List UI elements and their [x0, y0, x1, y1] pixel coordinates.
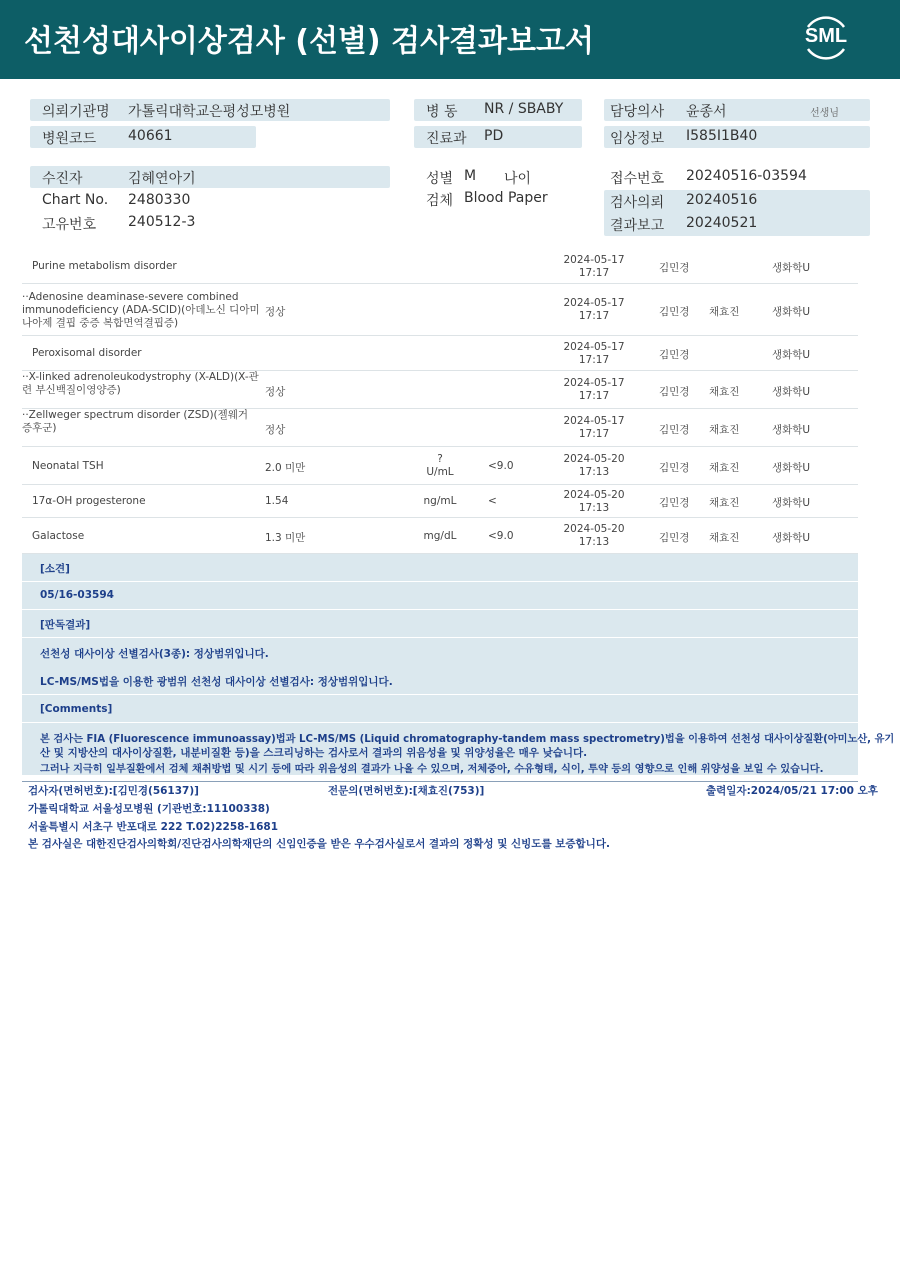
age-label: 나이: [504, 171, 532, 187]
footer-org: 가톨릭대학교 서울성모병원 (기관번호:11100338): [28, 803, 270, 815]
request-value: 20240516: [686, 192, 758, 208]
reviewer-cell: 채효진: [709, 532, 740, 544]
reference-cell: <9.0: [488, 530, 514, 542]
datetime-cell: [562, 523, 626, 549]
time-text: 17:17: [578, 390, 610, 402]
reading-line-2: LC-MS/MS법을 이용한 광범위 선천성 대사이상 선별검사: 정상범위입니다.: [40, 676, 393, 688]
department-cell: 생화학U: [772, 349, 811, 361]
test-name-cell: 17α-OH progesterone: [32, 495, 146, 507]
table-row: [22, 485, 858, 518]
chart-value: 2480330: [128, 192, 191, 208]
time-text: 17:13: [578, 466, 610, 478]
findings-label: [소견]: [40, 563, 70, 575]
report-header: [0, 0, 900, 79]
reading-line-1: 선천성 대사이상 선별검사(3종): 정상범위입니다.: [40, 648, 269, 660]
clinical-value: I585I1B40: [686, 128, 758, 144]
result-cell: 정상: [265, 386, 286, 398]
ward-label: 병 동: [426, 104, 458, 120]
report-title: 선천성대사이상검사 (선별) 검사결과보고서: [24, 24, 594, 59]
report-value: 20240521: [686, 215, 758, 231]
reviewer-cell: 채효진: [709, 386, 740, 398]
comment-line-1: 본 검사는 FIA (Fluorescence immunoassay)법과 LC-MS/MS (Liquid chromatography-tandem mass spectrometry)법을 이용하여 선천성 대사이상질환(아미노산, 유기: [40, 734, 895, 745]
time-text: 17:17: [578, 354, 610, 366]
ward-field: [414, 99, 582, 121]
reviewer-cell: 채효진: [709, 497, 740, 509]
table-row: [22, 447, 858, 485]
hospital-code-value: 40661: [128, 128, 173, 144]
department-cell: 생화학U: [772, 306, 811, 318]
findings-text: 05/16-03594: [40, 589, 114, 601]
footer-cert: 본 검사실은 대한진단검사의학회/진단검사의학재단의 신임인증을 받은 우수검사실로서 결과의 정확성 및 신빙도를 보증합니다.: [28, 838, 610, 850]
tester-cell: 김민경: [659, 424, 690, 436]
test-name-cell: ··X-linked adrenoleukodystrophy (X-ALD)(X-관련 부신백질이영양증): [22, 371, 259, 396]
department-cell: 생화학U: [772, 262, 811, 274]
doctor-value: 윤종서: [686, 104, 727, 120]
result-cell: 정상: [265, 424, 286, 436]
doctor-suffix: 선생님: [810, 108, 839, 119]
sml-logo: [800, 12, 852, 64]
time-text: 17:13: [578, 536, 610, 548]
report-label: 결과보고: [610, 218, 665, 234]
dept-value: PD: [484, 128, 504, 144]
hospital-code-field: [30, 126, 256, 148]
patient-name-field: [30, 166, 390, 188]
clinical-field: [604, 126, 870, 148]
date-text: 2024-05-20: [563, 523, 625, 535]
doctor-field: [604, 99, 870, 121]
comment-line-2: 산 및 지방산의 대사이상질환, 내분비질환 등)을 스크리닝하는 검사로서 결과의 위음성율 및 위양성율은 매우 낮습니다.: [40, 747, 588, 759]
time-text: 17:17: [578, 310, 610, 322]
tester-cell: 김민경: [659, 262, 690, 274]
tester-cell: 김민경: [659, 386, 690, 398]
department-cell: 생화학U: [772, 386, 811, 398]
request-report-field: [604, 190, 870, 236]
time-text: 17:17: [578, 428, 610, 440]
reviewer-cell: 채효진: [709, 306, 740, 318]
unit-cell: mg/dL: [423, 530, 457, 542]
findings-row: [22, 582, 858, 610]
comments-label: [Comments]: [40, 703, 113, 715]
date-text: 2024-05-20: [563, 489, 625, 501]
tester-cell: 김민경: [659, 349, 690, 361]
reference-cell: <: [488, 495, 497, 507]
comments-label-row: [22, 695, 858, 723]
time-text: 17:17: [578, 267, 610, 279]
department-cell: 생화학U: [772, 462, 811, 474]
tester-cell: 김민경: [659, 532, 690, 544]
receipt-field: [604, 166, 870, 188]
sex-label: 성별: [426, 171, 454, 187]
date-text: 2024-05-17: [563, 415, 625, 427]
specimen-value: Blood Paper: [464, 190, 548, 206]
footer-specialist: 전문의(면허번호):[채효진(753)]: [328, 785, 485, 797]
logo-text: SML: [804, 25, 848, 47]
comments-block: [22, 723, 895, 775]
date-text: 2024-05-17: [563, 254, 625, 266]
datetime-cell: [562, 489, 626, 515]
result-cell: 2.0 미만: [265, 462, 306, 474]
receipt-value: 20240516-03594: [686, 168, 807, 184]
patient-name-value: 김혜연아기: [128, 171, 196, 187]
date-text: 2024-05-20: [563, 453, 625, 465]
specimen-field: [414, 188, 582, 210]
result-cell: 정상: [265, 306, 286, 318]
datetime-cell: [562, 415, 626, 441]
institution-field: [30, 99, 390, 121]
reading-row: [22, 638, 858, 695]
datetime-cell: [562, 297, 626, 323]
ward-value: NR / SBABY: [484, 101, 564, 117]
department-cell: 생화학U: [772, 424, 811, 436]
test-name-cell: Galactose: [32, 530, 85, 542]
patient-name-label: 수진자: [42, 171, 83, 187]
findings-label-row: [22, 554, 858, 582]
test-name-cell: ··Zellweger spectrum disorder (ZSD)(젤웨거 증후군): [22, 409, 249, 434]
doctor-label: 담당의사: [610, 104, 665, 120]
reference-cell: <9.0: [488, 460, 514, 472]
datetime-cell: [562, 377, 626, 403]
comment-line-3: 그러나 지극히 일부질환에서 검체 채취방법 및 시기 등에 따라 위음성의 결과가 나올 수 있으며, 저체중아, 수유형태, 식이, 투약 등의 영향으로 인해 위양성을 보일 수 있습니다.: [40, 764, 824, 775]
reviewer-cell: 채효진: [709, 462, 740, 474]
date-text: 2024-05-17: [563, 341, 625, 353]
tester-cell: 김민경: [659, 306, 690, 318]
datetime-cell: [562, 254, 626, 280]
dept-field: [414, 126, 582, 148]
table-row: [22, 336, 858, 371]
tester-cell: 김민경: [659, 497, 690, 509]
clinical-label: 임상정보: [610, 131, 665, 147]
receipt-label: 접수번호: [610, 171, 665, 187]
unique-field: [30, 212, 256, 234]
footer-separator: [22, 781, 858, 782]
table-row: [22, 371, 858, 409]
footer-tester: 검사자(면허번호):[김민경(56137)]: [28, 785, 199, 797]
table-row: [22, 409, 858, 447]
unique-value: 240512-3: [128, 214, 196, 230]
result-cell: 1.3 미만: [265, 532, 306, 544]
table-row: [22, 249, 858, 284]
table-row: [22, 518, 858, 554]
request-label: 검사의뢰: [610, 195, 665, 211]
test-name-cell: ··Adenosine deaminase-severe combined immunodeficiency (ADA-SCID)(아데노신 디아미나아제 결핍 중증 복합면역결핍증): [22, 291, 260, 329]
reading-label-row: [22, 610, 858, 638]
specimen-label: 검체: [426, 193, 454, 209]
sex-value: M: [464, 168, 477, 184]
footer-address: 서울특별시 서초구 반포대로 222 T.02)2258-1681: [28, 821, 279, 833]
chart-field: [30, 190, 256, 212]
hospital-code-label: 병원코드: [42, 131, 97, 147]
test-name-cell: Neonatal TSH: [32, 460, 104, 472]
test-name-cell: Peroxisomal disorder: [32, 347, 142, 359]
institution-label: 의뢰기관명: [42, 104, 110, 120]
institution-value: 가톨릭대학교은평성모병원: [128, 104, 291, 120]
datetime-cell: [562, 453, 626, 479]
datetime-cell: [562, 341, 626, 367]
date-text: 2024-05-17: [563, 297, 625, 309]
time-text: 17:13: [578, 502, 610, 514]
unit-cell: ng/mL: [423, 495, 457, 507]
date-text: 2024-05-17: [563, 377, 625, 389]
unique-label: 고유번호: [42, 217, 97, 233]
footer-printed: 출력일자:2024/05/21 17:00 오후: [706, 785, 878, 797]
dept-label: 진료과: [426, 131, 467, 147]
chart-label: Chart No.: [42, 192, 109, 208]
test-name-cell: Purine metabolism disorder: [32, 260, 177, 272]
reading-label: [판독결과]: [40, 619, 91, 631]
tester-cell: 김민경: [659, 462, 690, 474]
table-row: [22, 284, 858, 336]
department-cell: 생화학U: [772, 497, 811, 509]
reviewer-cell: 채효진: [709, 424, 740, 436]
result-cell: 1.54: [265, 495, 289, 507]
unit-cell: ?U/mL: [426, 453, 454, 478]
department-cell: 생화학U: [772, 532, 811, 544]
sex-age-field: [414, 166, 582, 188]
